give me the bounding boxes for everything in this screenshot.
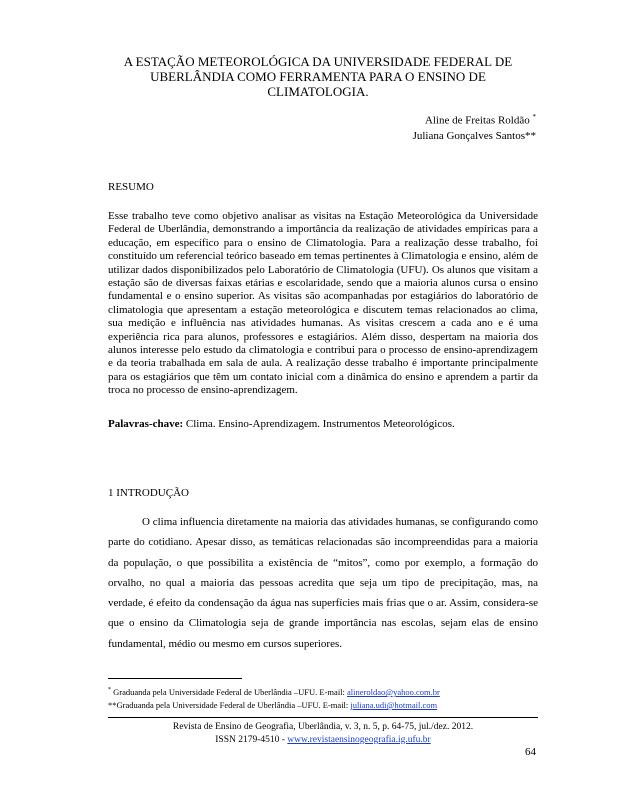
abstract-heading: RESUMO — [108, 181, 154, 193]
footer-issn: ISSN 2179-4510 - www.revistaensinogeografia.ig.ufu.br — [215, 735, 431, 745]
author-2: Juliana Gonçalves Santos** — [412, 129, 536, 142]
footnote-2: **Graduanda pela Universidade Federal de Uberlândia –UFU. E-mail: juliana.udi@hotmail.com — [108, 700, 438, 710]
keywords-line — [108, 418, 455, 430]
keywords-text: Clima. Ensino-Aprendizagem. Instrumentos Meteorológicos. — [183, 418, 455, 430]
author-1-footnote-mark: * — [532, 113, 536, 121]
author-2-footnote-mark: ** — [525, 129, 536, 142]
author-list — [413, 110, 536, 144]
footnote-1: * Graduanda pela Universidade Federal de Uberlândia –UFU. E-mail: alineroldao@yahoo.com.br — [108, 686, 440, 697]
journal-footer — [108, 717, 538, 747]
page-number: 64 — [525, 746, 536, 758]
footnote-1-email-link[interactable]: alineroldao@yahoo.com.br — [347, 686, 440, 697]
journal-website-link[interactable]: www.revistaensinogeografia.ig.ufu.br — [287, 735, 431, 745]
footnote-divider — [108, 678, 242, 679]
intro-heading: 1 INTRODUÇÃO — [108, 487, 189, 499]
paper-title: A ESTAÇÃO METEOROLÓGICA DA UNIVERSIDADE FEDERAL DE UBERLÂNDIA COMO FERRAMENTA PARA O ENSINO DE CLIMATOLOGIA. — [123, 54, 513, 99]
abstract-text: Esse trabalho teve como objetivo analisar as visitas na Estação Meteorológica da Universidade Federal de Uberlândia, demonstrando a importância da realização de atividades empíricas para a educação, em específico para o ensino de Climatologia. Para a realização desse trabalho, foi constituído um referencial teórico baseado em temas pertinentes à Climatologia e ensino, além de utilizar dados disponibilizados pelo Laboratório de Climatologia (UFU). Os alunos que visitam a estação são de diversas faixas etárias e escolaridade, sendo que a maioria alunos cursa o ensino fundamental e o ensino superior. As visitas são acompanhadas por estagiários do laboratório de climatologia que apresentam a estação meteorológica e discutem temas relacionados ao clima, sua medição e influência nas atividades humanas. As visitas crescem a cada ano e é uma experiência rica para alunos, professores e estagiários. Além disso, despertam na maioria dos alunos interesse pelo estudo da climatologia e contribui para o processo de ensino-aprendizagem e da teoria trabalhada em sala de aula. A realização desse trabalho é importante principalmente para os estagiários que têm um contato inicial com a dinâmica do ensino e aprendem a partir da troca no processo de ensino-aprendizagem. — [108, 210, 538, 397]
footnote-2-email-link[interactable]: juliana.udi@hotmail.com — [350, 700, 438, 710]
intro-paragraph: O clima influencia diretamente na maioria das atividades humanas, se configurando como parte do cotidiano. Apesar disso, as temáticas relacionadas são incompreendidas para a maioria da população, o que possibilita a existência de “mitos”, como por exemplo, a formação do orvalho, no qual a maioria das pessoas acredita que seja um tipo de precipitação, mas, na verdade, é efeito da condensação da água nas superfícies mais frias que o ar. Assim, considera-se que o ensino da Climatologia seja de grande importância nas escolas, sejam elas de ensino fundamental, médio ou mesmo em cursos superiores. — [108, 516, 538, 650]
footer-citation: Revista de Ensino de Geografia, Uberlândia, v. 3, n. 5, p. 64-75, jul./dez. 2012. — [172, 722, 474, 732]
author-1: Aline de Freitas Roldão * — [424, 113, 536, 127]
keywords-label: Palavras-chave: — [108, 418, 184, 430]
